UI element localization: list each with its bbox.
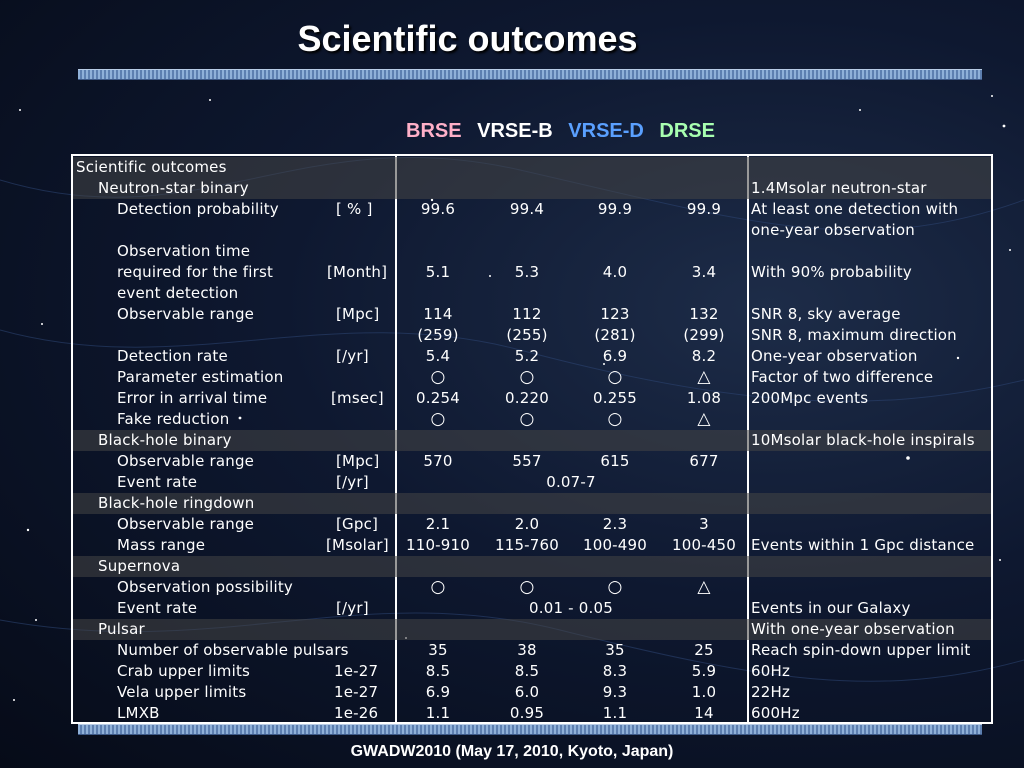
configuration-legend bbox=[406, 120, 725, 143]
value-cell: 5.2 bbox=[514, 347, 540, 365]
row-label: Detection probability bbox=[117, 200, 279, 218]
row-label: Mass range bbox=[117, 536, 206, 554]
value-cell: 123 bbox=[600, 305, 630, 323]
row-note: 10Msolar black-hole inspirals bbox=[751, 431, 975, 449]
spanned-value-cell: 0.01 - 0.05 bbox=[529, 599, 613, 617]
table-section-header bbox=[73, 556, 991, 577]
value-cell: 4.0 bbox=[602, 263, 628, 281]
value-cell: 677 bbox=[689, 452, 719, 470]
title-divider bbox=[78, 69, 982, 80]
value-cell: ○ bbox=[607, 367, 623, 387]
value-cell: 100-450 bbox=[671, 536, 737, 554]
row-note: Events in our Galaxy bbox=[751, 599, 911, 617]
row-label: Pulsar bbox=[98, 620, 145, 638]
row-label: required for the first bbox=[117, 263, 274, 281]
spanned-value-cell: 0.07-7 bbox=[546, 473, 596, 491]
row-note: one-year observation bbox=[751, 221, 916, 239]
row-unit: [Mpc] bbox=[336, 452, 380, 470]
row-note: SNR 8, maximum direction bbox=[751, 326, 957, 344]
row-label: event detection bbox=[117, 284, 239, 302]
row-label: Observation possibility bbox=[117, 578, 293, 596]
row-label: Event rate bbox=[117, 599, 198, 617]
row-unit: [/yr] bbox=[336, 347, 369, 365]
value-cell: 0.254 bbox=[416, 389, 460, 407]
value-cell: 99.6 bbox=[420, 200, 456, 218]
row-note: Events within 1 Gpc distance bbox=[751, 536, 975, 554]
row-label: Parameter estimation bbox=[117, 368, 284, 386]
row-unit: [Month] bbox=[327, 263, 388, 281]
row-label: Error in arrival time bbox=[117, 389, 268, 407]
value-cell: 1.08 bbox=[686, 389, 722, 407]
row-label: Scientific outcomes bbox=[76, 158, 227, 176]
value-cell: 38 bbox=[517, 641, 537, 659]
row-label: LMXB bbox=[117, 704, 160, 722]
value-cell: 35 bbox=[428, 641, 448, 659]
row-unit: 1e-27 bbox=[334, 662, 379, 680]
row-label: Vela upper limits bbox=[117, 683, 247, 701]
value-cell: (281) bbox=[594, 326, 636, 344]
row-label: Observable range bbox=[117, 452, 255, 470]
value-cell: 110-910 bbox=[405, 536, 471, 554]
value-cell: 8.3 bbox=[602, 662, 628, 680]
value-cell: 6.9 bbox=[425, 683, 451, 701]
value-cell: △ bbox=[697, 577, 711, 597]
value-cell: 99.9 bbox=[597, 200, 633, 218]
slide-title: Scientific outcomes bbox=[297, 18, 638, 59]
value-cell: ○ bbox=[430, 367, 446, 387]
slide-footer: GWADW2010 (May 17, 2010, Kyoto, Japan) bbox=[350, 743, 674, 760]
row-unit: [Msolar] bbox=[326, 536, 389, 554]
row-unit: 1e-27 bbox=[334, 683, 379, 701]
value-cell: 2.3 bbox=[602, 515, 628, 533]
row-note: 1.4Msolar neutron-star bbox=[751, 179, 927, 197]
value-cell: 615 bbox=[600, 452, 630, 470]
value-cell: 5.3 bbox=[514, 263, 540, 281]
value-cell: ○ bbox=[519, 577, 535, 597]
legend-vrse-b: VRSE-B bbox=[477, 120, 553, 142]
row-label: Fake reduction bbox=[117, 410, 230, 428]
row-note: 22Hz bbox=[751, 683, 791, 701]
value-cell: 3 bbox=[699, 515, 709, 533]
value-cell: ○ bbox=[519, 409, 535, 429]
value-cell: 9.3 bbox=[602, 683, 628, 701]
value-cell: 5.9 bbox=[691, 662, 717, 680]
value-cell: ○ bbox=[607, 409, 623, 429]
value-cell: 0.255 bbox=[593, 389, 637, 407]
legend-brse: BRSE bbox=[406, 120, 462, 142]
value-cell: (299) bbox=[683, 326, 725, 344]
legend-vrse-d: VRSE-D bbox=[568, 120, 644, 142]
row-note: With 90% probability bbox=[751, 263, 912, 281]
value-cell: 8.2 bbox=[691, 347, 717, 365]
value-cell: (259) bbox=[417, 326, 459, 344]
value-cell: 1.0 bbox=[691, 683, 717, 701]
value-cell: 132 bbox=[689, 305, 719, 323]
value-cell: 5.4 bbox=[425, 347, 451, 365]
value-cell: △ bbox=[697, 367, 711, 387]
row-note: 600Hz bbox=[751, 704, 800, 722]
value-cell: 14 bbox=[694, 704, 714, 722]
value-cell: 6.0 bbox=[514, 683, 540, 701]
footer-divider bbox=[78, 724, 982, 735]
value-cell: 25 bbox=[694, 641, 714, 659]
row-label: Number of observable pulsars bbox=[117, 641, 349, 659]
row-note: 60Hz bbox=[751, 662, 791, 680]
row-label: Detection rate bbox=[117, 347, 228, 365]
row-note: At least one detection with bbox=[751, 200, 959, 218]
value-cell: 112 bbox=[512, 305, 542, 323]
value-cell: 570 bbox=[423, 452, 453, 470]
value-cell: 0.220 bbox=[505, 389, 549, 407]
row-unit: [/yr] bbox=[336, 599, 369, 617]
value-cell: 557 bbox=[512, 452, 542, 470]
row-note: 200Mpc events bbox=[751, 389, 869, 407]
row-note: With one-year observation bbox=[751, 620, 955, 638]
legend-drse: DRSE bbox=[659, 120, 715, 142]
value-cell: 99.4 bbox=[509, 200, 545, 218]
value-cell: 115-760 bbox=[494, 536, 560, 554]
row-label: Observation time bbox=[117, 242, 251, 260]
row-note: SNR 8, sky average bbox=[751, 305, 901, 323]
value-cell: 1.1 bbox=[602, 704, 628, 722]
value-cell: 100-490 bbox=[582, 536, 648, 554]
value-cell: ○ bbox=[430, 577, 446, 597]
row-note: Factor of two difference bbox=[751, 368, 934, 386]
row-note: Reach spin-down upper limit bbox=[751, 641, 971, 659]
value-cell: 2.1 bbox=[425, 515, 451, 533]
value-cell: 99.9 bbox=[686, 200, 722, 218]
row-label: Black-hole ringdown bbox=[98, 494, 255, 512]
value-cell: 8.5 bbox=[425, 662, 451, 680]
value-cell: 8.5 bbox=[514, 662, 540, 680]
row-unit: [Mpc] bbox=[336, 305, 380, 323]
value-cell: ○ bbox=[430, 409, 446, 429]
row-unit: [/yr] bbox=[336, 473, 369, 491]
value-cell: 114 bbox=[423, 305, 453, 323]
row-unit: [Gpc] bbox=[336, 515, 379, 533]
row-note: One-year observation bbox=[751, 347, 918, 365]
value-cell: 3.4 bbox=[691, 263, 717, 281]
row-label: Event rate bbox=[117, 473, 198, 491]
row-label: Crab upper limits bbox=[117, 662, 251, 680]
value-cell: 2.0 bbox=[514, 515, 540, 533]
value-cell: 35 bbox=[605, 641, 625, 659]
row-unit: [msec] bbox=[331, 389, 384, 407]
row-label: Observable range bbox=[117, 305, 255, 323]
value-cell: ○ bbox=[519, 367, 535, 387]
row-label: Black-hole binary bbox=[98, 431, 232, 449]
row-label: Supernova bbox=[98, 557, 181, 575]
value-cell: 6.9 bbox=[602, 347, 628, 365]
row-unit: 1e-26 bbox=[334, 704, 379, 722]
row-label: Observable range bbox=[117, 515, 255, 533]
row-label: Neutron-star binary bbox=[98, 179, 249, 197]
row-unit: [ % ] bbox=[336, 200, 373, 218]
value-cell: △ bbox=[697, 409, 711, 429]
value-cell: ○ bbox=[607, 577, 623, 597]
value-cell: 1.1 bbox=[425, 704, 451, 722]
value-cell: (255) bbox=[506, 326, 548, 344]
value-cell: 0.95 bbox=[509, 704, 545, 722]
value-cell: 5.1 bbox=[425, 263, 451, 281]
